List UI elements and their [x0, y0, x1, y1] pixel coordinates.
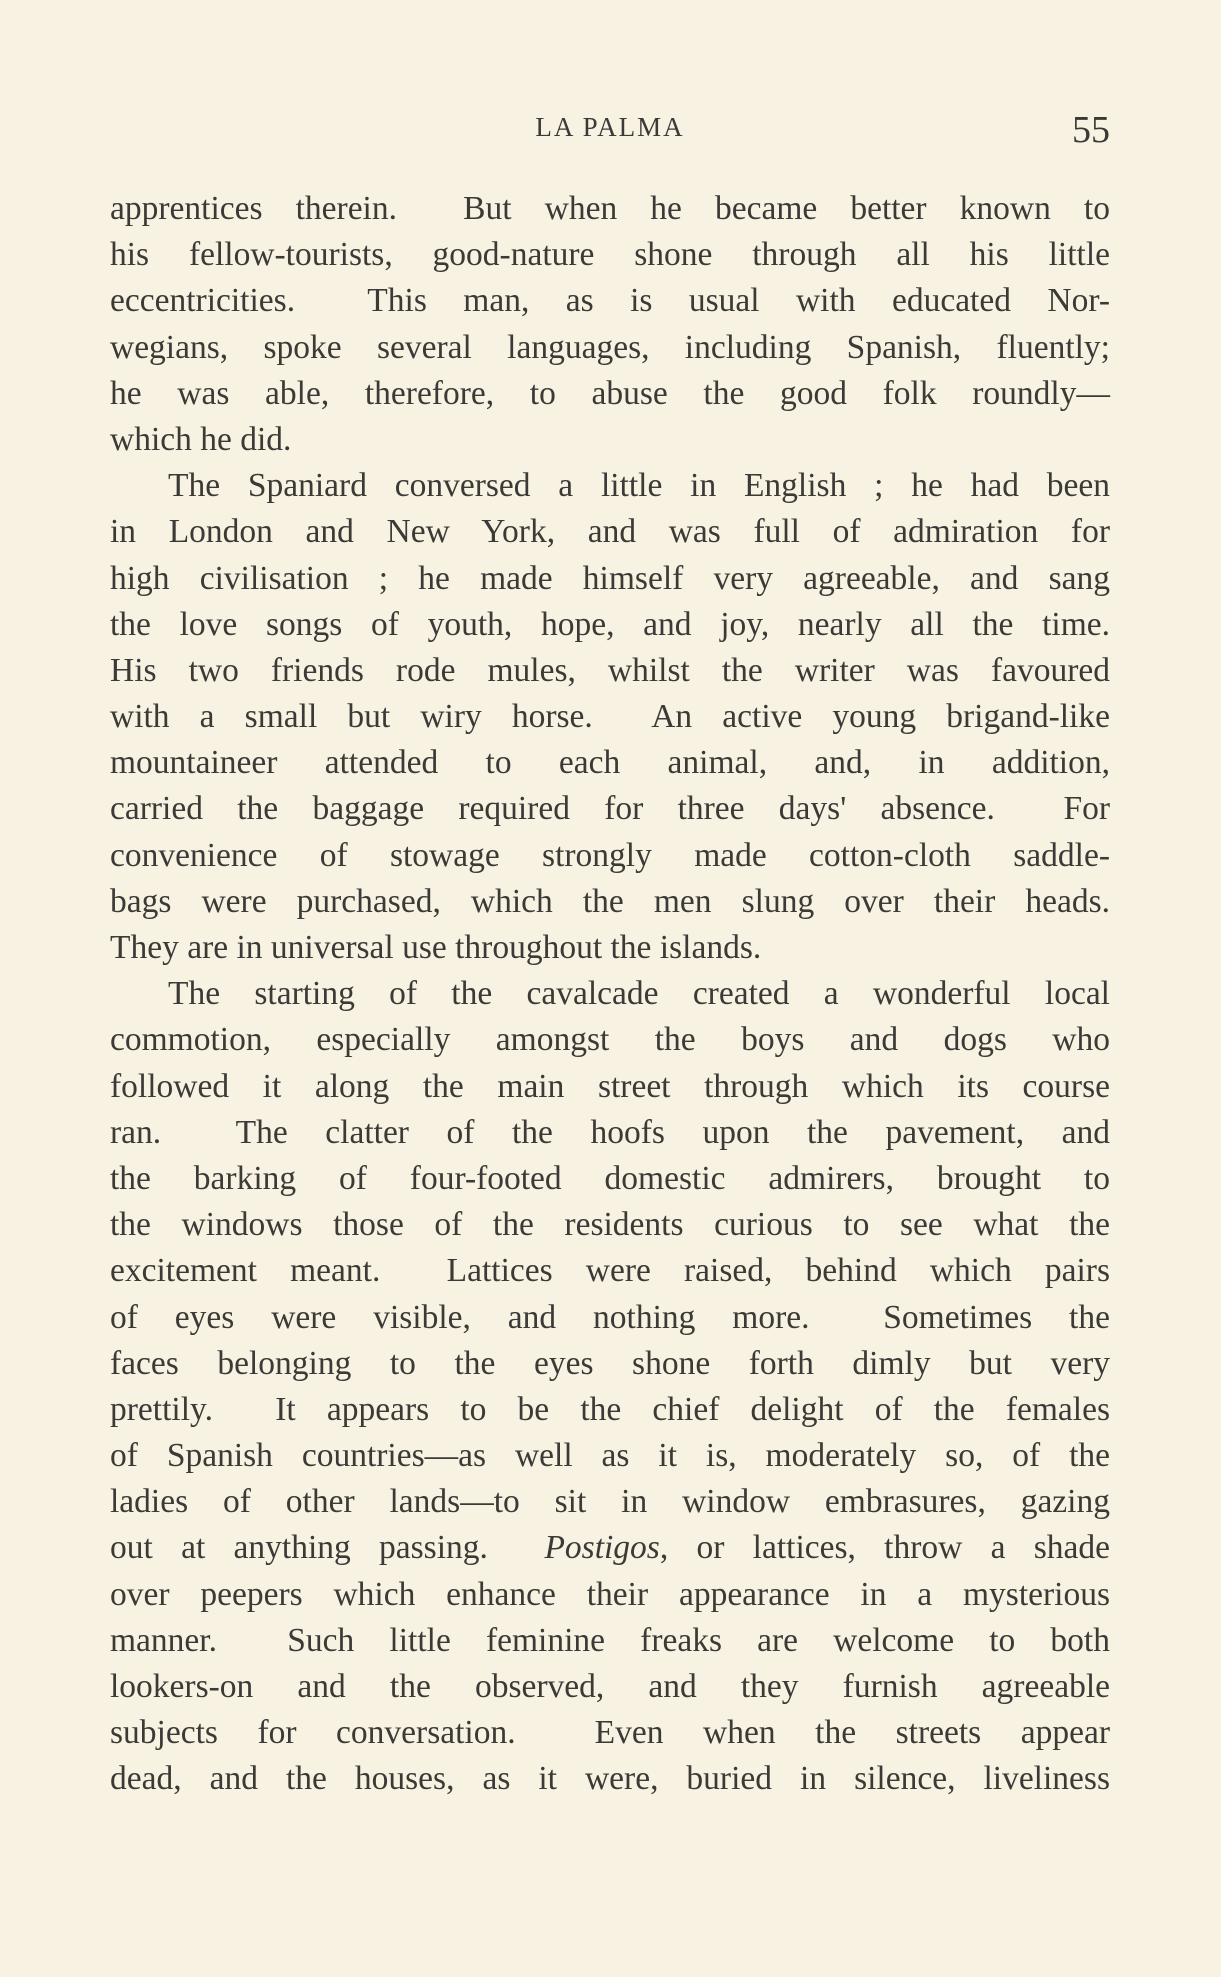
text-segment: in London and New York, and was full of admiration for — [110, 513, 1110, 551]
text-segment: eccentricities. This man, as is usual with educated Nor- — [110, 282, 1110, 320]
text-segment: They are in universal use throughout the islands. — [110, 929, 762, 966]
text-segment: which he did. — [110, 420, 292, 458]
text-segment: the windows those of the residents curious to see what the — [110, 1206, 1110, 1244]
text-segment: excitement meant. Lattices were raised, behind which pairs — [110, 1252, 1110, 1290]
text-line — [110, 556, 1110, 602]
text-line — [110, 925, 1110, 971]
italic-term: Postigos — [544, 1529, 660, 1567]
text-segment: wegians, spoke several languages, including Spanish, fluently; — [110, 328, 1110, 366]
text-segment: carried the baggage required for three days' absence. For — [110, 790, 1110, 828]
text-line — [110, 1295, 1110, 1341]
text-segment: ran. The clatter of the hoofs upon the pavement, and — [110, 1113, 1110, 1151]
text-line — [110, 325, 1110, 371]
text-segment: ladies of other lands—to sit in window embrasures, gazing — [110, 1483, 1110, 1521]
text-line — [110, 509, 1110, 555]
text-line — [110, 463, 1110, 509]
text-segment: of Spanish countries—as well as it is, moderately so, of the — [110, 1437, 1110, 1475]
text-segment: the love songs of youth, hope, and joy, nearly all the time. — [110, 605, 1110, 643]
text-segment: bags were purchased, which the men slung over their heads. — [110, 882, 1110, 920]
text-line — [110, 971, 1110, 1017]
text-line — [110, 186, 1110, 232]
text-segment: followed it along the main street through which its course — [110, 1067, 1110, 1105]
text-segment: His two friends rode mules, whilst the writer was favoured — [110, 651, 1110, 689]
page-header — [110, 108, 1110, 152]
text-line — [110, 1017, 1110, 1063]
text-line — [110, 648, 1110, 694]
text-segment: high civilisation ; he made himself very agreeable, and sang — [110, 559, 1110, 597]
text-line — [110, 1248, 1110, 1294]
page-number: 55 — [1072, 109, 1110, 151]
text-segment: prettily. It appears to be the chief delight of the females — [110, 1390, 1110, 1428]
text-line — [110, 740, 1110, 786]
text-line — [110, 1387, 1110, 1433]
text-line — [110, 1618, 1110, 1664]
text-line — [110, 786, 1110, 832]
text-line — [110, 1664, 1110, 1710]
text-segment: mountaineer attended to each animal, and, in addition, — [110, 744, 1110, 782]
text-segment: the barking of four-footed domestic admirers, brought to — [110, 1159, 1110, 1197]
text-segment: lookers-on and the observed, and they furnish agreeable — [110, 1668, 1110, 1705]
text-segment: out at anything passing. — [110, 1529, 545, 1567]
text-line — [110, 1479, 1110, 1525]
text-segment: apprentices therein. But when he became better known to — [110, 190, 1110, 227]
text-segment: manner. Such little feminine freaks are welcome to both — [110, 1621, 1110, 1659]
text-segment: his fellow-tourists, good-nature shone through all his little — [110, 236, 1110, 274]
text-line — [110, 879, 1110, 925]
body-text — [110, 186, 1110, 1803]
text-line — [110, 1525, 1110, 1571]
text-line — [110, 833, 1110, 879]
text-line — [110, 1710, 1110, 1756]
text-segment: over peepers which enhance their appearance in a mysterious — [110, 1575, 1110, 1613]
text-segment: with a small but wiry horse. An active young brigand-like — [110, 698, 1110, 736]
text-segment: The Spaniard conversed a little in English ; he had been — [168, 467, 1110, 505]
text-segment: The starting of the cavalcade created a wonderful local — [168, 975, 1110, 1013]
text-segment: he was able, therefore, to abuse the good folk roundly— — [110, 374, 1110, 412]
text-line — [110, 1110, 1110, 1156]
text-line — [110, 602, 1110, 648]
text-line — [110, 1156, 1110, 1202]
text-segment: dead, and the houses, as it were, buried in silence, liveliness — [110, 1760, 1110, 1798]
text-line — [110, 371, 1110, 417]
text-line — [110, 1064, 1110, 1110]
text-line — [110, 1202, 1110, 1248]
text-segment: commotion, especially amongst the boys and dogs who — [110, 1021, 1110, 1059]
text-segment: convenience of stowage strongly made cotton-cloth saddle- — [110, 836, 1110, 874]
text-line — [110, 232, 1110, 278]
text-line — [110, 278, 1110, 324]
text-segment: , or lattices, throw a shade — [659, 1529, 1111, 1567]
text-line — [110, 1756, 1110, 1802]
text-line — [110, 694, 1110, 740]
text-line — [110, 417, 1110, 463]
text-segment: faces belonging to the eyes shone forth dimly but very — [110, 1344, 1110, 1382]
text-line — [110, 1433, 1110, 1479]
text-segment: subjects for conversation. Even when the streets appear — [110, 1714, 1110, 1752]
text-line — [110, 1572, 1110, 1618]
running-title: LA PALMA — [535, 112, 685, 142]
text-line — [110, 1341, 1110, 1387]
text-segment: of eyes were visible, and nothing more. Sometimes the — [110, 1298, 1110, 1336]
